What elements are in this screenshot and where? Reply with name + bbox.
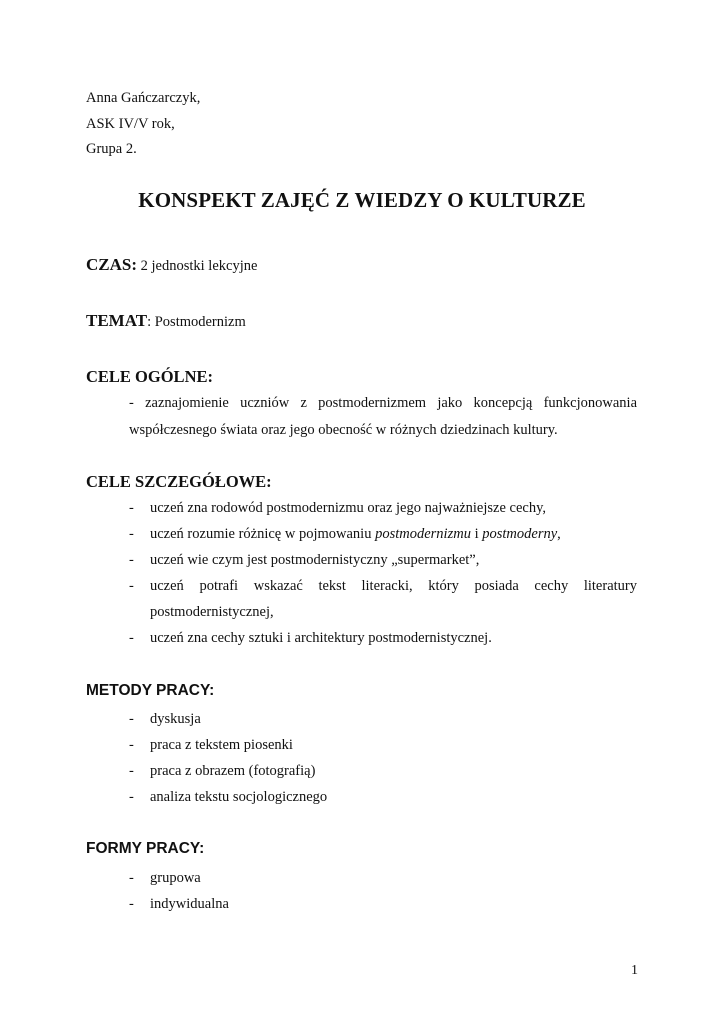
formy-pracy-list — [129, 865, 637, 917]
metody-pracy-heading: METODY PRACY: — [86, 682, 215, 699]
bullet-dash: - — [129, 789, 134, 805]
term-postmoderna: postmoderny — [482, 526, 558, 542]
czas-value: 2 jednostki lekcyjne — [137, 258, 258, 274]
list-item: - uczeń wie czym jest postmodernistyczny „supermarket”, — [129, 547, 637, 573]
list-item: - indywidualna — [129, 891, 637, 917]
author-group: Grupa 2. — [86, 141, 137, 157]
bullet-dash: - — [129, 763, 134, 779]
author-year: ASK IV/V rok, — [86, 115, 175, 132]
term-postmodernizm: postmodernizmu — [375, 526, 471, 542]
czas-field — [86, 255, 257, 275]
formy-pracy-heading: FORMY PRACY: — [86, 840, 205, 857]
cele-ogolne-text: - zaznajomienie uczniów z postmodernizmem jako koncepcją funkcjonowania współczesnego świata oraz jego obecność w różnych dziedzinach kultury. — [129, 395, 637, 438]
list-item: - dyskusja — [129, 706, 637, 732]
cele-ogolne-heading: CELE OGÓLNE: — [86, 367, 213, 386]
bullet-dash: - — [129, 711, 134, 727]
document-title: KONSPEKT ZAJĘĆ Z WIEDZY O KULTURZE — [138, 188, 586, 212]
page-number: 1 — [631, 963, 638, 978]
bullet-dash: - — [129, 896, 134, 912]
bullet-dash: - — [129, 500, 134, 516]
bullet-dash: - — [129, 630, 134, 646]
bullet-dash: - — [129, 737, 134, 753]
temat-value: : Postmodernizm — [147, 314, 246, 330]
list-item: - grupowa — [129, 865, 637, 891]
bullet-dash: - — [129, 578, 134, 594]
bullet-dash: - — [129, 870, 134, 886]
cele-szczegolowe-list — [129, 495, 637, 651]
metody-pracy-list — [129, 706, 637, 810]
temat-label: TEMAT — [86, 311, 148, 330]
list-item: - uczeń rozumie różnicę w pojmowaniu postmodernizmu i postmoderny, — [129, 521, 637, 547]
temat-field — [86, 311, 246, 331]
bullet-dash: - — [129, 552, 134, 568]
author-block — [86, 86, 200, 163]
list-item: - uczeń potrafi wskazać tekst literacki, który posiada cechy literatury postmodernistycznej, — [129, 573, 637, 625]
list-item: - analiza tekstu socjologicznego — [129, 784, 637, 810]
author-name: Anna Gańczarczyk, — [86, 90, 201, 106]
list-item: - praca z obrazem (fotografią) — [129, 758, 637, 784]
list-item: - uczeń zna rodowód postmodernizmu oraz jego najważniejsze cechy, — [129, 495, 637, 521]
bullet-dash: - — [129, 526, 134, 542]
list-item: - praca z tekstem piosenki — [129, 732, 637, 758]
cele-szczegolowe-heading: CELE SZCZEGÓŁOWE: — [86, 472, 272, 491]
czas-label: CZAS: — [86, 255, 138, 274]
list-item: - uczeń zna cechy sztuki i architektury postmodernistycznej. — [129, 625, 637, 651]
